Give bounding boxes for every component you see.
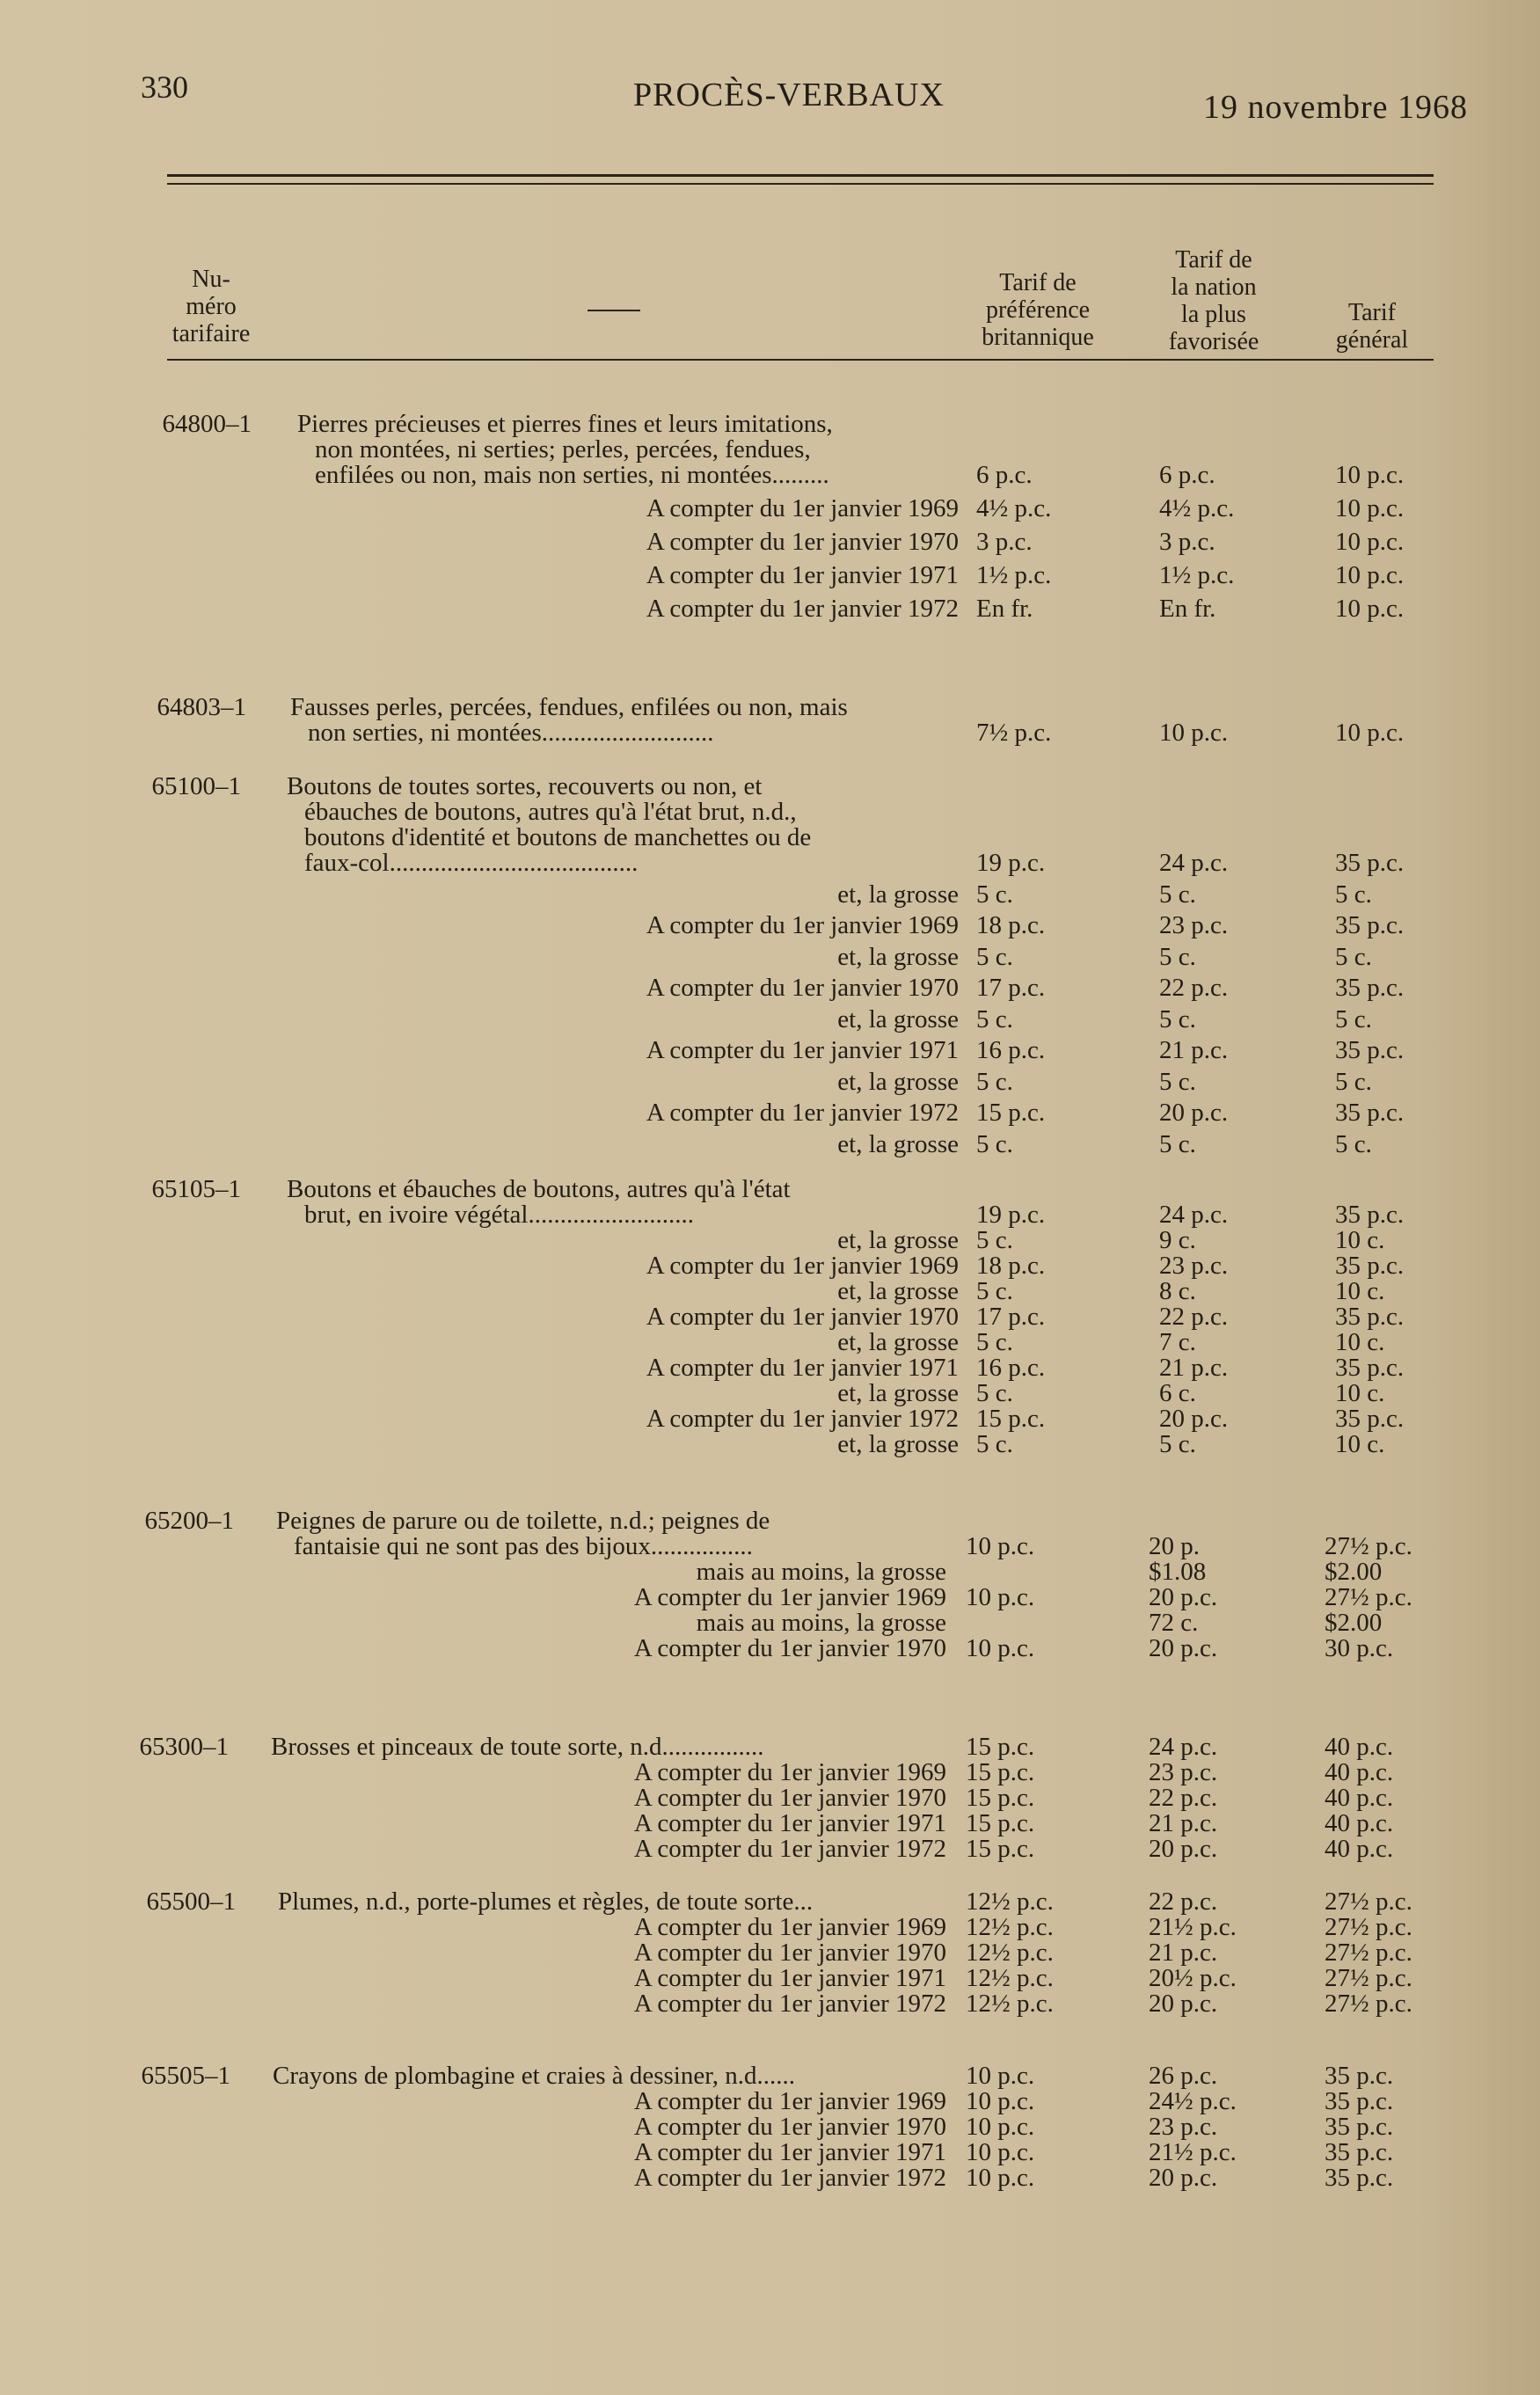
rate-mfn: 20 p.: [1149, 1532, 1200, 1560]
top-rule-thin: [167, 183, 1434, 185]
rate-gen: 35 p.c.: [1325, 2113, 1394, 2141]
rate-gen: 5 c.: [1335, 1067, 1372, 1096]
rate-gen: 35 p.c.: [1335, 1201, 1405, 1229]
rate-gen: 10 p.c.: [1335, 494, 1405, 522]
rate-mfn: 22 p.c.: [1159, 974, 1229, 1002]
rate-bpt: 5 c.: [976, 880, 1013, 909]
tariff-sub-label: A compter du 1er janvier 1969: [646, 911, 959, 939]
tariff-code: 65200–1: [144, 1507, 234, 1535]
tariff-sub-label: A compter du 1er janvier 1970: [633, 2113, 946, 2141]
tariff-sub-label: et, la grosse: [837, 1277, 959, 1305]
tariff-sub-label: A compter du 1er janvier 1970: [633, 1634, 946, 1662]
rate-mfn: 23 p.c.: [1159, 1252, 1229, 1280]
tariff-sub-label: A compter du 1er janvier 1971: [646, 1354, 959, 1382]
rate-mfn: 24 p.c.: [1159, 1201, 1229, 1229]
tariff-sub-label: A compter du 1er janvier 1972: [646, 595, 959, 623]
rate-gen: 35 p.c.: [1325, 2138, 1394, 2166]
rate-mfn: 22 p.c.: [1159, 1303, 1229, 1331]
rate-gen: 27½ p.c.: [1325, 1888, 1412, 1916]
rate-gen: 30 p.c.: [1325, 1634, 1394, 1662]
tariff-sub-label: A compter du 1er janvier 1972: [646, 1099, 959, 1127]
rate-gen: 10 p.c.: [1335, 528, 1405, 556]
tariff-sub-label: et, la grosse: [837, 880, 959, 909]
rate-gen: 35 p.c.: [1325, 2087, 1394, 2115]
tariff-sub-label: et, la grosse: [837, 942, 959, 971]
header-bpt: Tarif de préférence britannique: [982, 269, 1094, 351]
rate-gen: 27½ p.c.: [1325, 1939, 1412, 1967]
rate-gen: 27½ p.c.: [1325, 1964, 1412, 1992]
header-rule: [167, 359, 1434, 361]
tariff-sub-label: A compter du 1er janvier 1971: [633, 1809, 946, 1837]
rate-gen: 40 p.c.: [1325, 1835, 1394, 1863]
rate-bpt: 18 p.c.: [976, 1252, 1046, 1280]
rate-gen: 35 p.c.: [1335, 911, 1405, 939]
rate-bpt: 19 p.c.: [976, 1201, 1046, 1229]
rate-gen: 10 c.: [1335, 1277, 1385, 1305]
rate-mfn: 21 p.c.: [1159, 1036, 1229, 1064]
tariff-sub-label: A compter du 1er janvier 1970: [646, 1303, 959, 1331]
rate-gen: 27½ p.c.: [1325, 1583, 1412, 1611]
rate-bpt: 10 p.c.: [966, 2087, 1035, 2115]
tariff-description-line: Boutons de toutes sortes, recouverts ou non, et: [287, 772, 763, 800]
rate-mfn: 24½ p.c.: [1149, 2087, 1237, 2115]
rate-mfn: 26 p.c.: [1149, 2062, 1218, 2090]
rate-mfn: 5 c.: [1159, 1067, 1196, 1096]
rate-gen: 35 p.c.: [1335, 1354, 1405, 1382]
rate-bpt: 5 c.: [976, 1277, 1013, 1305]
rate-gen: 10 p.c.: [1335, 461, 1405, 489]
rate-mfn: 20½ p.c.: [1149, 1964, 1237, 1992]
tariff-code: 64803–1: [157, 693, 246, 721]
tariff-sub-label: et, la grosse: [837, 1004, 959, 1033]
tariff-description-line: boutons d'identité et boutons de manchettes ou de: [304, 823, 812, 851]
rate-gen: $2.00: [1325, 1609, 1383, 1637]
tariff-sub-label: A compter du 1er janvier 1969: [633, 2087, 946, 2115]
rate-gen: 40 p.c.: [1325, 1809, 1394, 1837]
rate-mfn: 7 c.: [1159, 1328, 1196, 1356]
tariff-description-line: fantaisie qui ne sont pas des bijoux................: [294, 1532, 753, 1560]
rate-mfn: 23 p.c.: [1149, 1758, 1218, 1786]
rate-bpt: 5 c.: [976, 1379, 1013, 1407]
tariff-sub-label: et, la grosse: [837, 1226, 959, 1254]
tariff-sub-label: A compter du 1er janvier 1971: [646, 1036, 959, 1064]
rate-bpt: 5 c.: [976, 1226, 1013, 1254]
rate-gen: 40 p.c.: [1325, 1784, 1394, 1812]
tariff-sub-label: A compter du 1er janvier 1972: [633, 1835, 946, 1863]
tariff-code: 65300–1: [139, 1733, 229, 1761]
tariff-code: 65105–1: [151, 1175, 241, 1203]
tariff-description-line: Crayons de plombagine et craies à dessiner, n.d......: [273, 2062, 795, 2090]
rate-bpt: 4½ p.c.: [976, 494, 1052, 522]
rate-gen: 5 c.: [1335, 1004, 1372, 1033]
rate-gen: 35 p.c.: [1335, 1405, 1405, 1433]
rate-mfn: 24 p.c.: [1159, 849, 1229, 877]
rate-mfn: 5 c.: [1159, 1004, 1196, 1033]
rate-gen: 27½ p.c.: [1325, 1913, 1412, 1941]
rate-bpt: 10 p.c.: [966, 2164, 1035, 2192]
rate-gen: 35 p.c.: [1335, 974, 1405, 1002]
rate-mfn: 20 p.c.: [1149, 1583, 1218, 1611]
tariff-description-line: Peignes de parure ou de toilette, n.d.; peignes de: [276, 1507, 770, 1535]
rate-mfn: 6 p.c.: [1159, 461, 1215, 489]
tariff-description-line: non serties, ni montées...........................: [308, 719, 714, 747]
rate-bpt: 17 p.c.: [976, 1303, 1046, 1331]
tariff-sub-label: A compter du 1er janvier 1972: [633, 2164, 946, 2192]
rate-bpt: 10 p.c.: [966, 1583, 1035, 1611]
tariff-description-line: Brosses et pinceaux de toute sorte, n.d................: [271, 1733, 764, 1761]
rate-gen: 35 p.c.: [1325, 2062, 1394, 2090]
rate-mfn: 23 p.c.: [1149, 2113, 1218, 2141]
header-description-dash: [588, 310, 640, 311]
tariff-sub-label: A compter du 1er janvier 1971: [646, 561, 959, 589]
tariff-sub-label: et, la grosse: [837, 1129, 959, 1158]
rate-mfn: 10 p.c.: [1159, 719, 1229, 747]
rate-gen: 35 p.c.: [1335, 1252, 1405, 1280]
rate-mfn: 5 c.: [1159, 880, 1196, 909]
rate-mfn: En fr.: [1159, 595, 1216, 623]
rate-bpt: 16 p.c.: [976, 1354, 1046, 1382]
rate-mfn: 6 c.: [1159, 1379, 1196, 1407]
header-general: Tarif général: [1335, 299, 1409, 354]
rate-bpt: 5 c.: [976, 1430, 1013, 1458]
tariff-code: 65100–1: [151, 772, 241, 800]
rate-mfn: 21 p.c.: [1149, 1809, 1218, 1837]
tariff-sub-label: A compter du 1er janvier 1972: [646, 1405, 959, 1433]
tariff-sub-label: A compter du 1er janvier 1969: [633, 1913, 946, 1941]
rate-gen: 10 c.: [1335, 1328, 1385, 1356]
rate-gen: 40 p.c.: [1325, 1733, 1394, 1761]
tariff-sub-label: A compter du 1er janvier 1969: [633, 1583, 946, 1611]
rate-bpt: 15 p.c.: [976, 1405, 1046, 1433]
rate-mfn: 20 p.c.: [1149, 1634, 1218, 1662]
rate-bpt: 15 p.c.: [966, 1758, 1035, 1786]
rate-mfn: 23 p.c.: [1159, 911, 1229, 939]
tariff-sub-label: et, la grosse: [837, 1067, 959, 1096]
rate-mfn: 20 p.c.: [1149, 1835, 1218, 1863]
rate-gen: 35 p.c.: [1335, 1303, 1405, 1331]
rate-mfn: 20 p.c.: [1159, 1405, 1229, 1433]
rate-gen: 10 c.: [1335, 1430, 1385, 1458]
tariff-sub-label: et, la grosse: [837, 1430, 959, 1458]
rate-bpt: 5 c.: [976, 1067, 1013, 1096]
tariff-sub-label: A compter du 1er janvier 1970: [646, 974, 959, 1002]
rate-bpt: 10 p.c.: [966, 2138, 1035, 2166]
rate-bpt: 1½ p.c.: [976, 561, 1052, 589]
rate-bpt: 15 p.c.: [966, 1809, 1035, 1837]
rate-bpt: 15 p.c.: [966, 1835, 1035, 1863]
rate-gen: 5 c.: [1335, 1129, 1372, 1158]
rate-gen: 5 c.: [1335, 880, 1372, 909]
tariff-sub-label: et, la grosse: [837, 1328, 959, 1356]
rate-bpt: 10 p.c.: [966, 1532, 1035, 1560]
rate-gen: 10 p.c.: [1335, 719, 1405, 747]
rate-mfn: 21½ p.c.: [1149, 2138, 1237, 2166]
rate-gen: 27½ p.c.: [1325, 1532, 1412, 1560]
tariff-description-line: Fausses perles, percées, fendues, enfilées ou non, mais: [290, 693, 848, 721]
rate-mfn: 20 p.c.: [1159, 1099, 1229, 1127]
rate-mfn: 21 p.c.: [1149, 1939, 1218, 1967]
rate-bpt: 6 p.c.: [976, 461, 1033, 489]
rate-mfn: 20 p.c.: [1149, 1990, 1218, 2018]
tariff-sub-label: et, la grosse: [837, 1379, 959, 1407]
rate-gen: 10 p.c.: [1335, 561, 1405, 589]
tariff-description-line: Pierres précieuses et pierres fines et leurs imitations,: [297, 410, 833, 438]
rate-mfn: 21½ p.c.: [1149, 1913, 1237, 1941]
rate-bpt: 15 p.c.: [966, 1733, 1035, 1761]
rate-mfn: 1½ p.c.: [1159, 561, 1235, 589]
rate-bpt: 19 p.c.: [976, 849, 1046, 877]
rate-mfn: 8 c.: [1159, 1277, 1196, 1305]
tariff-sub-label: A compter du 1er janvier 1969: [646, 1252, 959, 1280]
tariff-sub-label: A compter du 1er janvier 1970: [633, 1784, 946, 1812]
rate-bpt: 12½ p.c.: [966, 1913, 1054, 1941]
tariff-code: 64800–1: [162, 410, 252, 438]
rate-mfn: 3 p.c.: [1159, 528, 1215, 556]
rate-bpt: 5 c.: [976, 942, 1013, 971]
rate-bpt: 18 p.c.: [976, 911, 1046, 939]
header-numero: Nu- méro tarifaire: [172, 266, 251, 347]
tariff-description-line: ébauches de boutons, autres qu'à l'état brut, n.d.,: [304, 798, 797, 826]
rate-bpt: 12½ p.c.: [966, 1964, 1054, 1992]
rate-mfn: 5 c.: [1159, 1430, 1196, 1458]
rate-bpt: 12½ p.c.: [966, 1990, 1054, 2018]
tariff-description-line: enfilées ou non, mais non serties, ni montées.........: [315, 461, 829, 489]
tariff-code: 65505–1: [141, 2062, 230, 2090]
tariff-description-line: non montées, ni serties; perles, percées, fendues,: [315, 435, 811, 464]
rate-bpt: 5 c.: [976, 1004, 1013, 1033]
tariff-description-line: faux-col.......................................: [304, 849, 639, 877]
tariff-description-line: Plumes, n.d., porte-plumes et règles, de toute sorte...: [278, 1888, 814, 1916]
tariff-sub-label: A compter du 1er janvier 1971: [633, 1964, 946, 1992]
tariff-sub-label: A compter du 1er janvier 1970: [633, 1939, 946, 1967]
rate-gen: 35 p.c.: [1335, 1099, 1405, 1127]
tariff-description-line: Boutons et ébauches de boutons, autres qu'à l'état: [287, 1175, 791, 1203]
rate-mfn: 4½ p.c.: [1159, 494, 1235, 522]
rate-mfn: 21 p.c.: [1159, 1354, 1229, 1382]
tariff-sub-label: A compter du 1er janvier 1970: [646, 528, 959, 556]
tariff-sub-label: mais au moins, la grosse: [696, 1558, 946, 1586]
header-mfn: Tarif de la nation la plus favorisée: [1168, 246, 1259, 355]
rate-gen: 10 c.: [1335, 1226, 1385, 1254]
rate-mfn: 5 c.: [1159, 942, 1196, 971]
rate-gen: 5 c.: [1335, 942, 1372, 971]
rate-bpt: 17 p.c.: [976, 974, 1046, 1002]
tariff-sub-label: A compter du 1er janvier 1972: [633, 1990, 946, 2018]
running-date: 19 novembre 1968: [1203, 89, 1468, 126]
rate-gen: 10 p.c.: [1335, 595, 1405, 623]
rate-gen: 10 c.: [1335, 1379, 1385, 1407]
rate-bpt: 12½ p.c.: [966, 1939, 1054, 1967]
rate-bpt: 15 p.c.: [966, 1784, 1035, 1812]
rate-bpt: 16 p.c.: [976, 1036, 1046, 1064]
tariff-code: 65500–1: [146, 1888, 236, 1916]
rate-gen: 27½ p.c.: [1325, 1990, 1412, 2018]
rate-bpt: En fr.: [976, 595, 1033, 623]
rate-gen: 35 p.c.: [1325, 2164, 1394, 2192]
rate-gen: $2.00: [1325, 1558, 1383, 1586]
rate-mfn: 20 p.c.: [1149, 2164, 1218, 2192]
rate-bpt: 5 c.: [976, 1328, 1013, 1356]
rate-mfn: $1.08: [1149, 1558, 1207, 1586]
rate-bpt: 10 p.c.: [966, 1634, 1035, 1662]
tariff-sub-label: A compter du 1er janvier 1969: [646, 494, 959, 522]
rate-mfn: 9 c.: [1159, 1226, 1196, 1254]
rate-gen: 35 p.c.: [1335, 1036, 1405, 1064]
rate-gen: 40 p.c.: [1325, 1758, 1394, 1786]
top-rule: [167, 174, 1434, 177]
tariff-sub-label: A compter du 1er janvier 1969: [633, 1758, 946, 1786]
rate-bpt: 3 p.c.: [976, 528, 1033, 556]
rate-mfn: 22 p.c.: [1149, 1784, 1218, 1812]
rate-gen: 35 p.c.: [1335, 849, 1405, 877]
page-number: 330: [141, 69, 188, 105]
running-title: PROCÈS-VERBAUX: [633, 77, 945, 113]
tariff-description-line: brut, en ivoire végétal..........................: [304, 1201, 694, 1229]
rate-mfn: 24 p.c.: [1149, 1733, 1218, 1761]
rate-mfn: 22 p.c.: [1149, 1888, 1218, 1916]
rate-bpt: 7½ p.c.: [976, 719, 1052, 747]
rate-mfn: 72 c.: [1149, 1609, 1199, 1637]
rate-bpt: 10 p.c.: [966, 2113, 1035, 2141]
rate-bpt: 12½ p.c.: [966, 1888, 1054, 1916]
tariff-sub-label: A compter du 1er janvier 1971: [633, 2138, 946, 2166]
rate-bpt: 15 p.c.: [976, 1099, 1046, 1127]
rate-bpt: 10 p.c.: [966, 2062, 1035, 2090]
tariff-sub-label: mais au moins, la grosse: [696, 1609, 946, 1637]
rate-bpt: 5 c.: [976, 1129, 1013, 1158]
rate-mfn: 5 c.: [1159, 1129, 1196, 1158]
